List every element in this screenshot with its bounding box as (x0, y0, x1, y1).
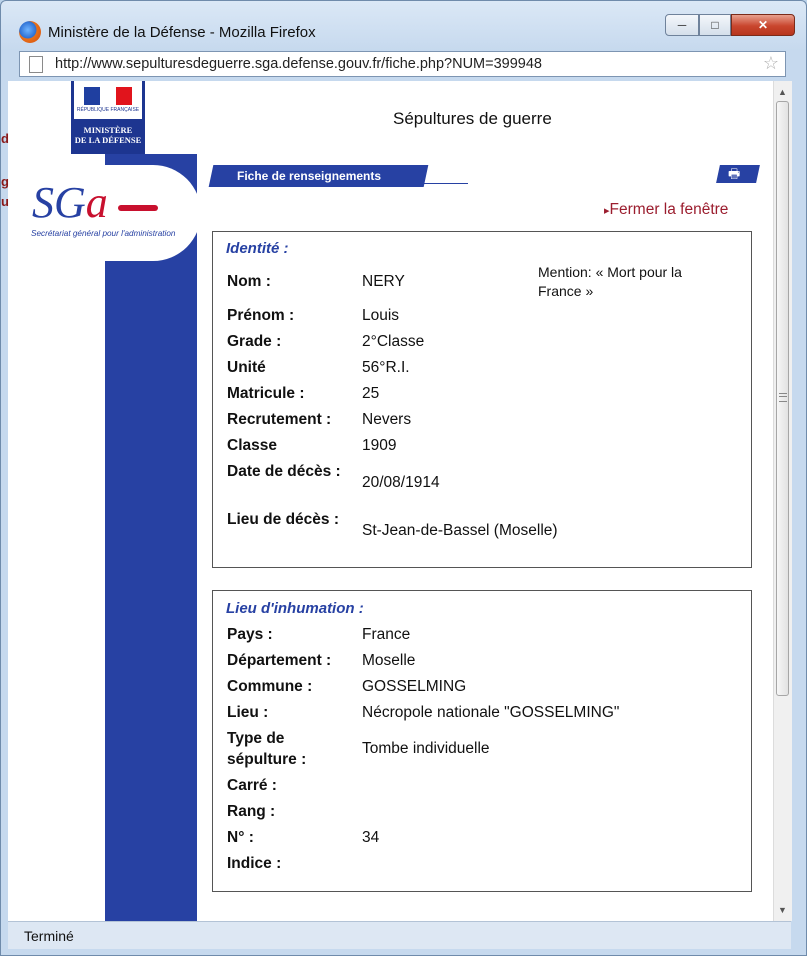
departement-value: Moselle (362, 652, 416, 669)
commune-value: GOSSELMING (362, 678, 467, 695)
maximize-button[interactable]: □ (699, 14, 731, 36)
vertical-scrollbar[interactable] (773, 81, 792, 921)
status-text: Terminé (24, 928, 74, 944)
lieu-value: Nécropole nationale "GOSSELMING" (362, 704, 620, 721)
bookmark-star-icon[interactable]: ☆ (762, 53, 779, 73)
printer-icon[interactable]: 🖶 (728, 166, 741, 181)
commune-label: Commune : (227, 678, 313, 695)
close-button[interactable]: ✕ (731, 14, 795, 36)
sga-logo-a: a (85, 178, 108, 227)
sga-swoosh (118, 205, 158, 211)
classe-value: 1909 (362, 437, 397, 454)
tab-underline (230, 183, 468, 184)
firefox-icon (19, 21, 41, 43)
page-title: Sépultures de guerre (393, 109, 552, 128)
departement-label: Département : (227, 652, 332, 669)
unite-value: 56°R.I. (362, 359, 410, 376)
pays-label: Pays : (227, 626, 273, 643)
window-title: Ministère de la Défense - Mozilla Firefox (48, 24, 316, 41)
type-sepulture-value: Tombe individuelle (362, 740, 490, 757)
flag-caption: RÉPUBLIQUE FRANÇAISE (76, 107, 140, 113)
ministere-line-1: MINISTÈRE (83, 125, 133, 135)
recrutement-label: Recrutement : (227, 411, 332, 428)
recrutement-value: Nevers (362, 411, 412, 428)
sga-logo-sg: SG (32, 178, 86, 227)
ministere-logo-text (71, 125, 145, 145)
prenom-label: Prénom : (227, 307, 295, 324)
background-text-fragment: u (1, 194, 9, 209)
pays-value: France (362, 626, 411, 643)
matricule-label: Matricule : (227, 385, 305, 402)
inhumation-panel (212, 590, 752, 892)
unite-label: Unité (227, 359, 266, 376)
scroll-down-icon[interactable]: ▼ (778, 905, 787, 915)
sidebar-band (105, 154, 197, 921)
prenom-value: Louis (362, 307, 400, 324)
background-text-fragment: d (1, 131, 9, 146)
matricule-value: 25 (362, 385, 380, 402)
scrollbar-thumb[interactable] (776, 101, 789, 696)
tab-fiche-renseignements[interactable]: Fiche de renseignements (237, 169, 382, 183)
grade-label: Grade : (227, 333, 282, 350)
url-bar[interactable] (19, 51, 786, 77)
close-window-link[interactable]: ▸ Fermer la fenêtre (604, 201, 728, 219)
lieu-deces-label: Lieu de décès : (227, 511, 339, 528)
type-sepulture-label: Type de sépulture : (227, 730, 307, 768)
date-deces-label: Date de décès : (227, 463, 341, 480)
identite-panel (212, 231, 752, 568)
nom-value: NERY (362, 273, 405, 290)
minimize-button[interactable]: ─ (665, 14, 699, 36)
status-bar (8, 921, 791, 949)
grip-icon (779, 393, 787, 402)
mention-text: Mention: « Mort pour la France » (538, 264, 682, 299)
sga-logo (16, 165, 201, 261)
ministere-logo (71, 81, 145, 154)
scroll-up-icon[interactable]: ▲ (778, 87, 787, 97)
sga-logo-letters (32, 177, 108, 228)
identite-title: Identité : (226, 240, 289, 257)
title-bar (1, 1, 806, 45)
page-icon (29, 56, 43, 73)
background-text-fragment: g (1, 174, 9, 189)
indice-label: Indice : (227, 855, 282, 872)
carre-label: Carré : (227, 777, 277, 794)
numero-value: 34 (362, 829, 380, 846)
date-deces-value: 20/08/1914 (362, 474, 440, 491)
marianne-flag-logo (74, 81, 142, 119)
url-text[interactable]: http://www.sepulturesdeguerre.sga.defense.gouv.fr/fiche.php?NUM=399948 (55, 56, 542, 72)
lieu-label: Lieu : (227, 704, 269, 721)
sga-tagline: Secrétariat général pour l'administration (31, 229, 176, 238)
ministere-line-2: DE LA DÉFENSE (74, 135, 142, 145)
lieu-deces-value: St-Jean-de-Bassel (Moselle) (362, 522, 558, 539)
nom-label: Nom : (227, 273, 271, 290)
grade-value: 2°Classe (362, 333, 425, 350)
page-content (1, 81, 791, 921)
inhumation-title: Lieu d'inhumation : (226, 600, 364, 617)
rang-label: Rang : (227, 803, 276, 820)
numero-label: N° : (227, 829, 254, 846)
classe-label: Classe (227, 437, 277, 454)
